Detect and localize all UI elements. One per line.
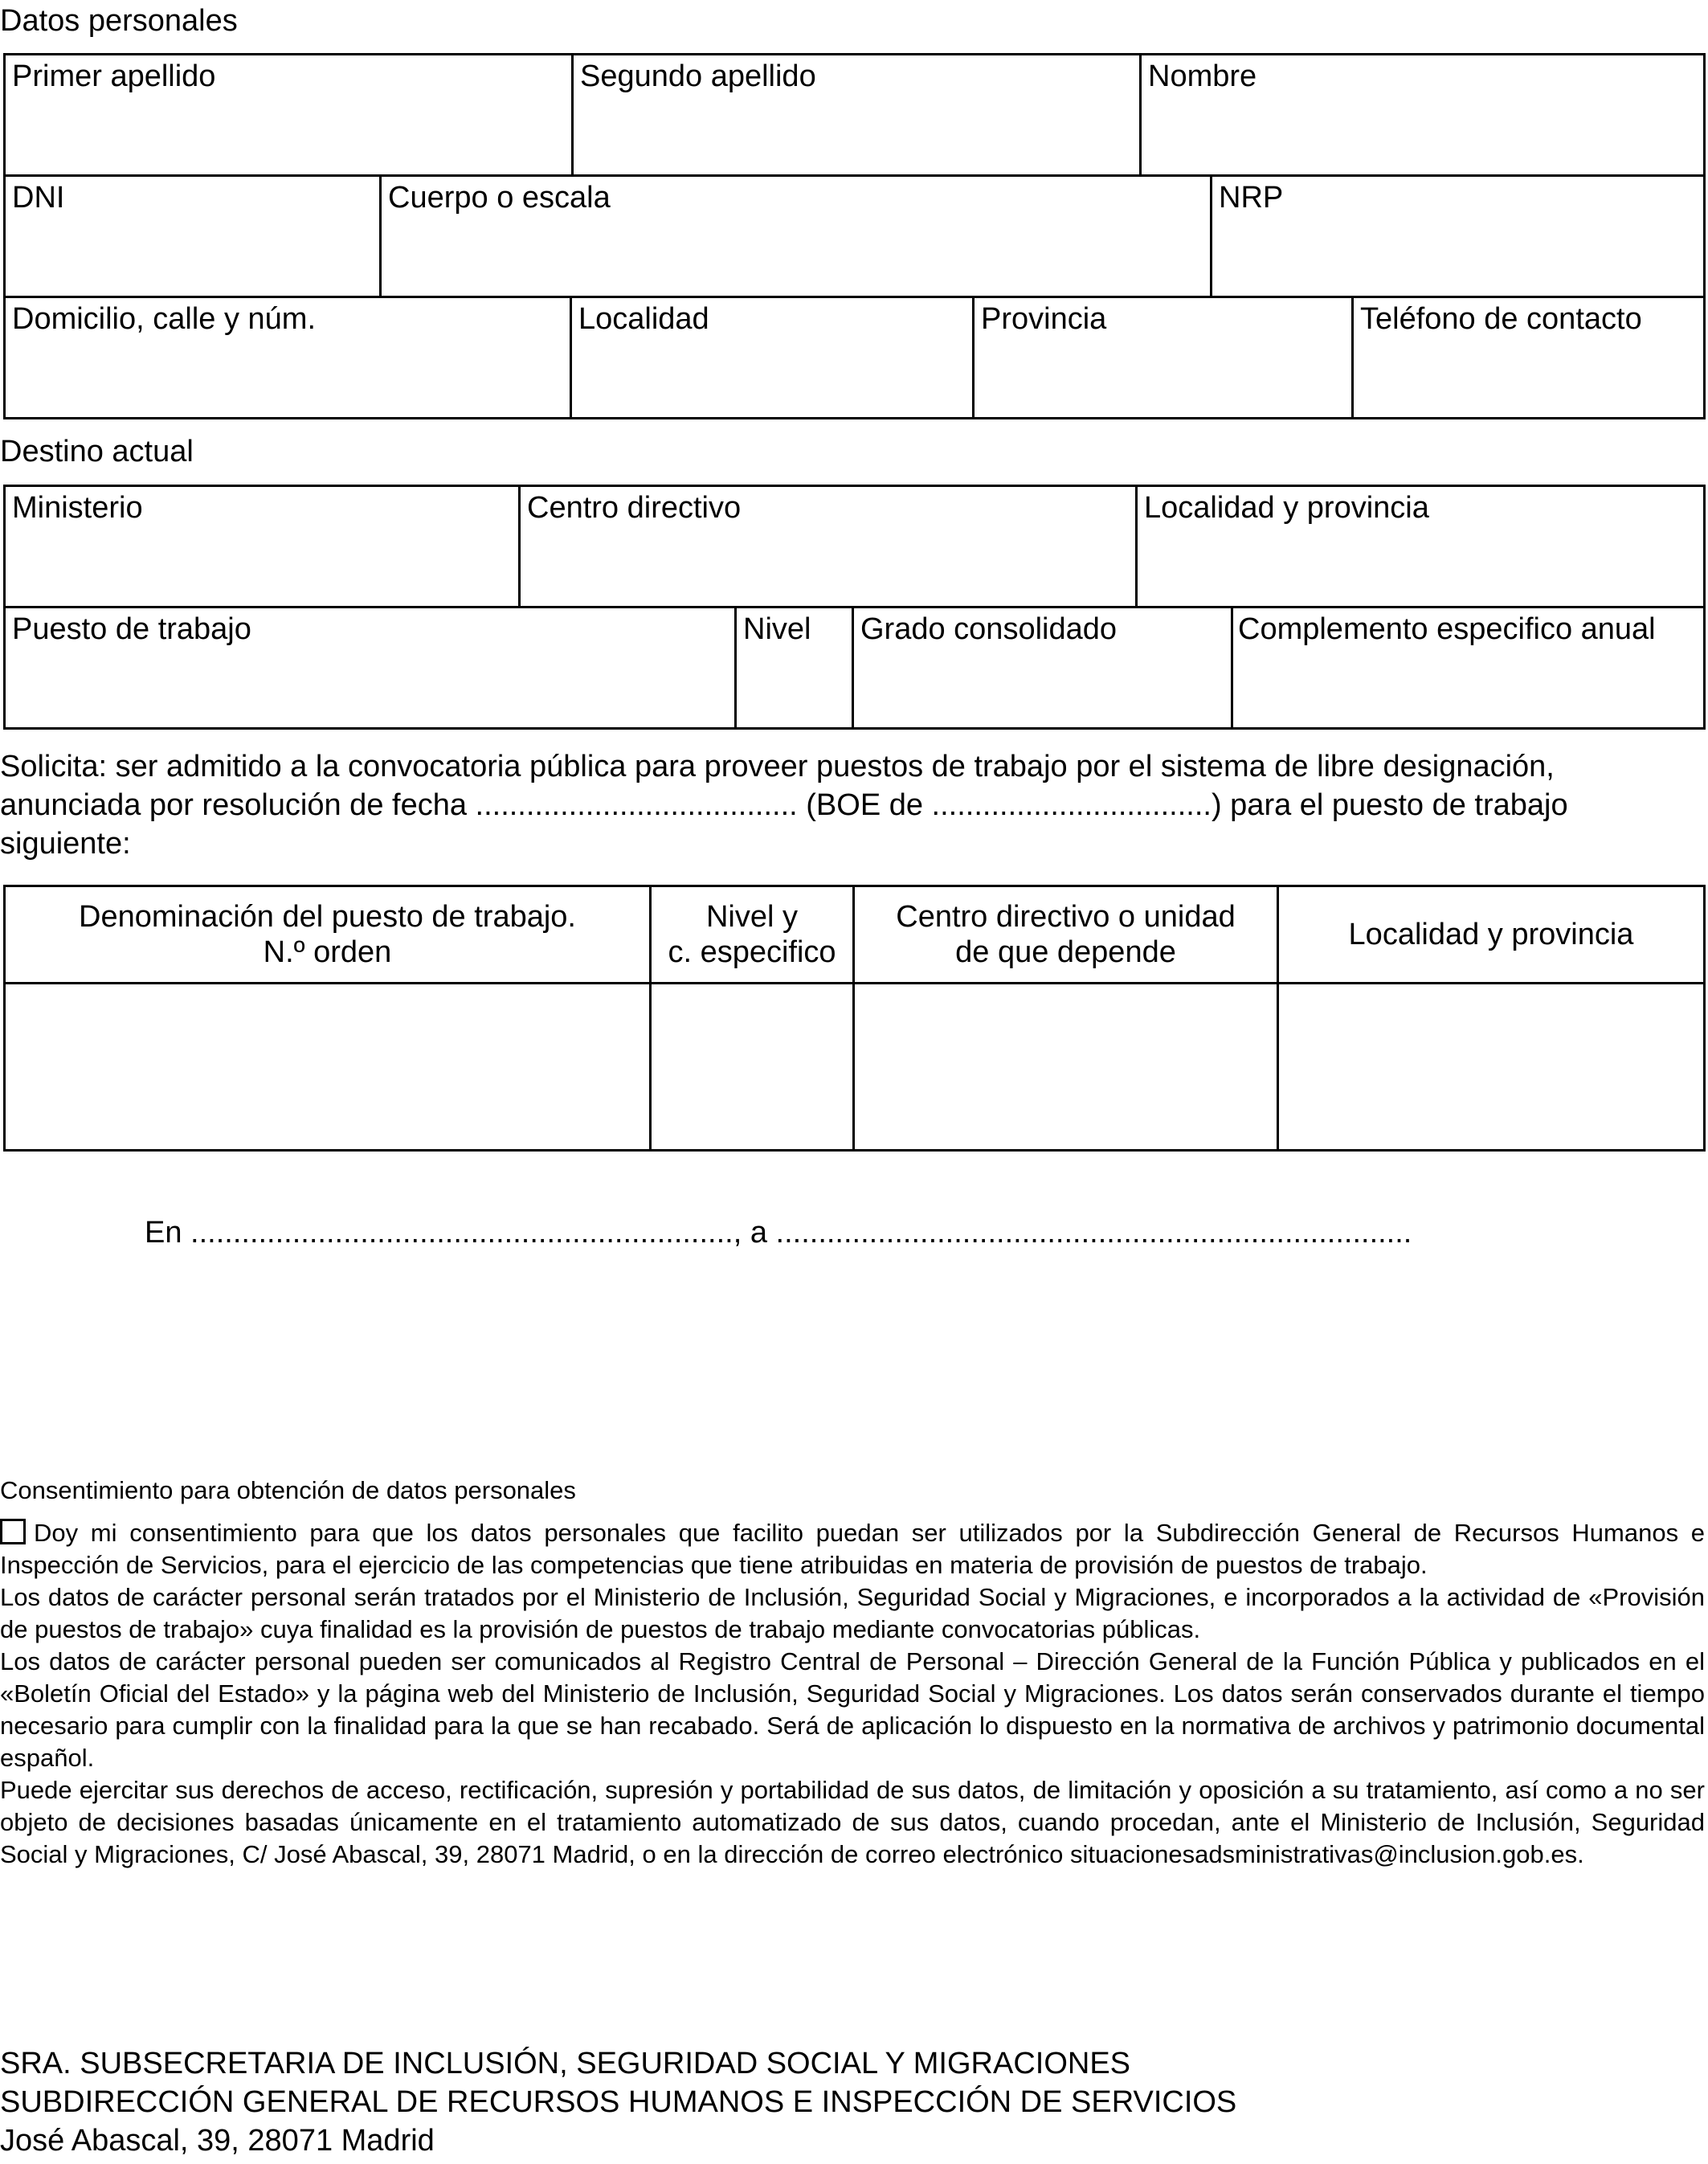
puesto-table — [3, 885, 1706, 1152]
header-centro-directivo: Centro directivo o unidad de que depende — [854, 886, 1278, 984]
destino-row2 — [3, 606, 1706, 730]
field-cuerpo-escala[interactable]: Cuerpo o escala — [381, 176, 1212, 297]
cell-denominacion[interactable] — [5, 984, 651, 1151]
personal-data-row3 — [3, 296, 1706, 419]
cell-localidad-provincia[interactable] — [1278, 984, 1705, 1151]
consent-title: Consentimiento para obtención de datos personales — [0, 1476, 576, 1504]
header-nivel: Nivel y c. especifico — [651, 886, 854, 984]
field-ministerio[interactable]: Ministerio — [5, 486, 520, 607]
field-nivel[interactable]: Nivel — [736, 607, 853, 729]
puesto-entry-row — [5, 984, 1705, 1151]
cell-nivel[interactable] — [651, 984, 854, 1151]
puesto-header-row — [5, 886, 1705, 984]
header-denominacion: Denominación del puesto de trabajo. N.º orden — [5, 886, 651, 984]
field-nombre[interactable]: Nombre — [1141, 55, 1705, 176]
addressee-block — [0, 2044, 1236, 2160]
field-primer-apellido[interactable]: Primer apellido — [5, 55, 573, 176]
field-provincia[interactable]: Provincia — [974, 297, 1353, 419]
field-dni[interactable]: DNI — [5, 176, 381, 297]
consent-checkbox-text: Doy mi consentimiento para que los datos personales que facilito puedan ser utilizados por la Subdirección General de Recursos Humanos e Inspección de Servicios, para el ejercicio de las competencias que tiene atribuidas en materia de provisión de puestos de trabajo. — [0, 1519, 1705, 1579]
field-segundo-apellido[interactable]: Segundo apellido — [573, 55, 1141, 176]
addressee-line-1: SRA. SUBSECRETARIA DE INCLUSIÓN, SEGURIDAD SOCIAL Y MIGRACIONES — [0, 2047, 1131, 2080]
consent-paragraph-2: Los datos de carácter personal serán tratados por el Ministerio de Inclusión, Seguridad Social y Migraciones, e incorporados a la actividad de «Provisión de puestos de trabajo» cuya finalidad es la provisión de puestos de trabajo mediante convocatorias públicas. — [0, 1583, 1705, 1643]
place-date-line[interactable]: En ................................................................, a ........................................................................... — [145, 1216, 1412, 1250]
cell-centro-directivo[interactable] — [854, 984, 1278, 1151]
field-complemento-especifico[interactable]: Complemento especifico anual — [1232, 607, 1705, 729]
solicita-line-2: anunciada por resolución de fecha ...................................... (BOE de .................................) para el puesto de trabajo — [0, 788, 1568, 822]
consent-checkbox-paragraph — [0, 1517, 1705, 1581]
field-grado-consolidado[interactable]: Grado consolidado — [853, 607, 1232, 729]
field-localidad[interactable]: Localidad — [571, 297, 974, 419]
solicita-paragraph — [0, 747, 1705, 863]
field-domicilio[interactable]: Domicilio, calle y núm. — [5, 297, 571, 419]
addressee-line-2: SUBDIRECCIÓN GENERAL DE RECURSOS HUMANOS E INSPECCIÓN DE SERVICIOS — [0, 2085, 1237, 2119]
field-telefono[interactable]: Teléfono de contacto — [1353, 297, 1705, 419]
header-localidad-provincia: Localidad y provincia — [1278, 886, 1705, 984]
field-puesto-trabajo[interactable]: Puesto de trabajo — [5, 607, 736, 729]
section-title-datos-personales: Datos personales — [0, 4, 238, 38]
consent-paragraph-3: Los datos de carácter personal pueden ser comunicados al Registro Central de Personal – Dirección General de la Función Pública y publicados en el «Boletín Oficial del Estado» y la página web del Ministerio de Inclusión, Seguridad Social y Migraciones. Los datos serán conservados durante el tiempo necesario para cumplir con la finalidad para la que se han recabado. Será de aplicación lo dispuesto en la normativa de archivos y patrimonio documental español. — [0, 1647, 1705, 1772]
field-nrp[interactable]: NRP — [1212, 176, 1705, 297]
destino-row1 — [3, 485, 1706, 608]
consent-text-block — [0, 1517, 1705, 1871]
personal-data-table — [3, 53, 1706, 177]
solicita-line-1: Solicita: ser admitido a la convocatoria pública para proveer puestos de trabajo por el sistema de libre designación, — [0, 750, 1555, 783]
solicita-line-3: siguiente: — [0, 827, 131, 861]
field-localidad-provincia[interactable]: Localidad y provincia — [1137, 486, 1705, 607]
addressee-line-3: José Abascal, 39, 28071 Madrid — [0, 2124, 435, 2158]
consent-paragraph-4: Puede ejercitar sus derechos de acceso, rectificación, supresión y portabilidad de sus datos, de limitación y oposición a su tratamiento, así como a no ser objeto de decisiones basadas únicamente en el tratamiento automatizado de sus datos, cuando procedan, ante el Ministerio de Inclusión, Seguridad Social y Migraciones, C/ José Abascal, 39, 28071 Madrid, o en la dirección de correo electrónico situacionesadsministrativas@inclusion.gob.es. — [0, 1776, 1705, 1868]
section-title-destino-actual: Destino actual — [0, 435, 194, 468]
personal-data-row2 — [3, 174, 1706, 298]
consent-checkbox[interactable] — [0, 1519, 26, 1544]
field-centro-directivo[interactable]: Centro directivo — [520, 486, 1137, 607]
